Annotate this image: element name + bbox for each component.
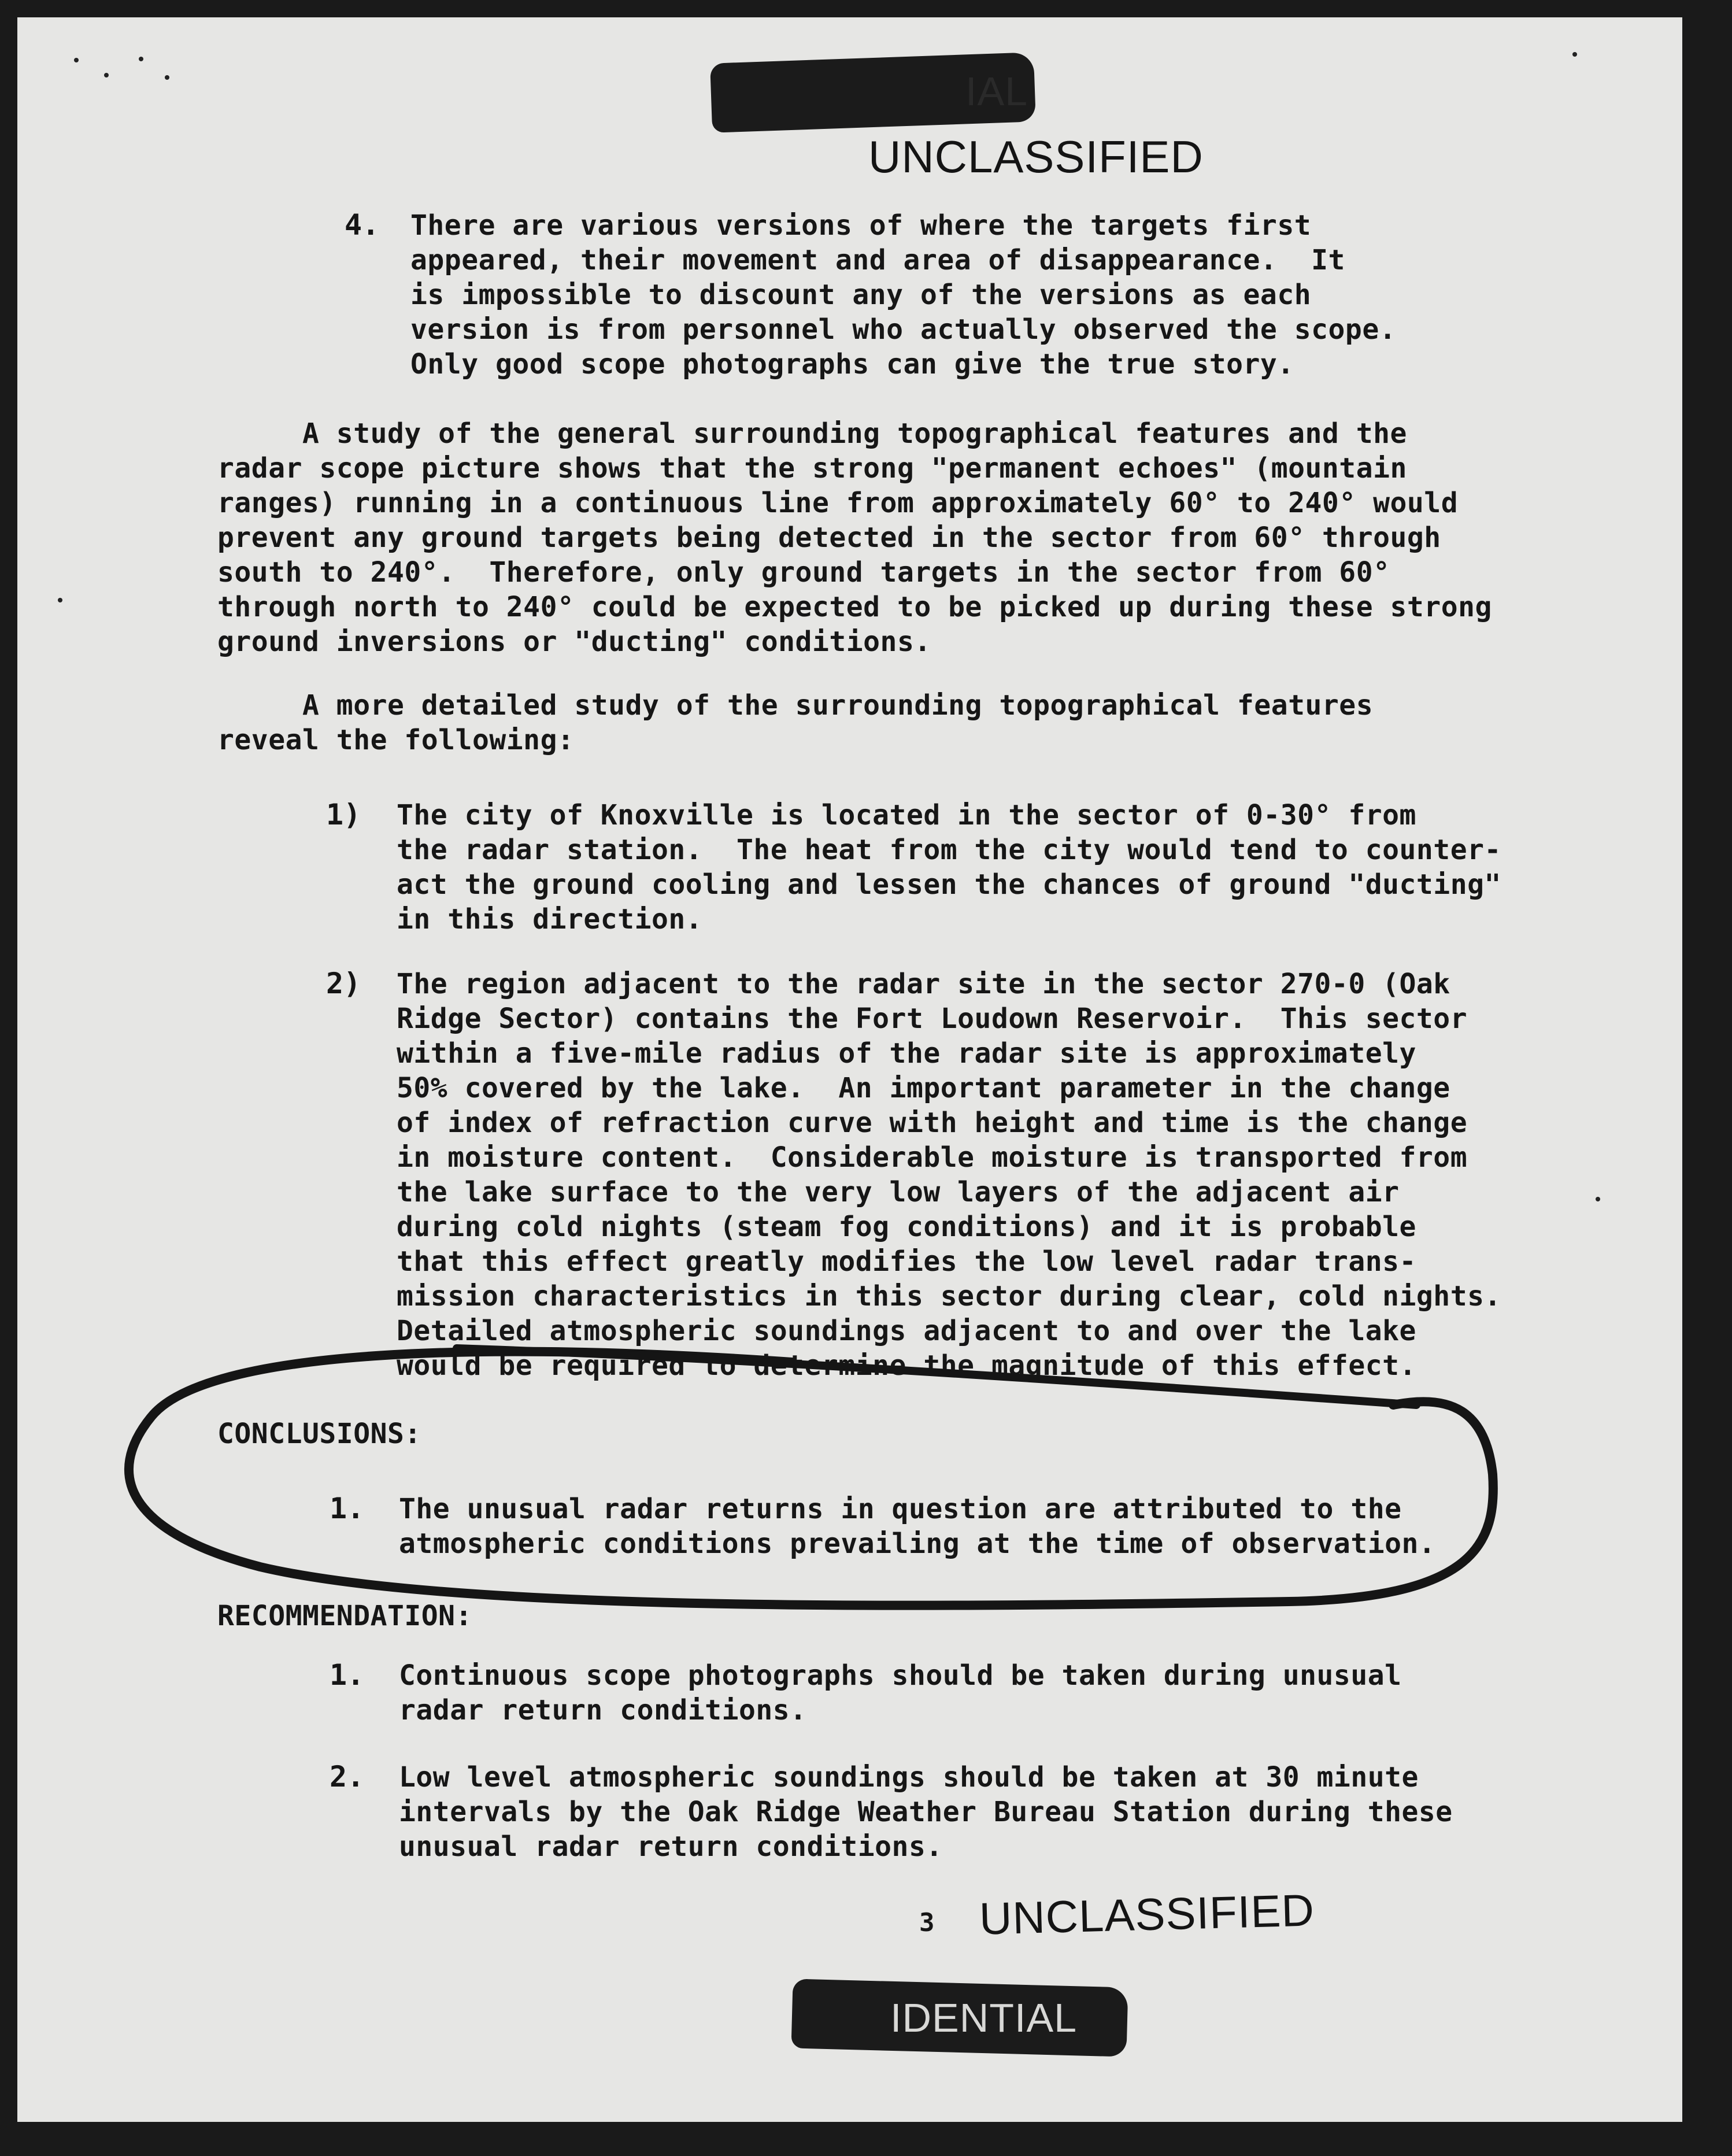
recommendation-1-text xyxy=(399,1658,1402,1728)
conclusions-heading: CONCLUSIONS: xyxy=(217,1418,421,1450)
document-page xyxy=(17,17,1682,2122)
text-line: ranges) running in a continuous line from approximately 60° to 240° would xyxy=(217,487,1459,519)
header-redacted-fragment: IAL xyxy=(965,69,1028,114)
text-line: of index of refraction curve with height and time is the change xyxy=(397,1107,1468,1139)
text-line: the lake surface to the very low layers of the adjacent air xyxy=(397,1176,1400,1208)
conclusion-1-number: 1. xyxy=(330,1492,365,1525)
text-line: unusual radar return conditions. xyxy=(399,1830,943,1863)
text-line: Only good scope photographs can give the true story. xyxy=(410,348,1294,380)
text-line: Low level atmospheric soundings should be taken at 30 minute xyxy=(399,1761,1419,1793)
text-line: radar scope picture shows that the strong "permanent echoes" (mountain xyxy=(217,452,1407,485)
text-line: The unusual radar returns in question are attributed to the xyxy=(399,1493,1402,1525)
text-line: that this effect greatly modifies the low level radar trans- xyxy=(397,1245,1416,1278)
text-line: during cold nights (steam fog conditions) and it is probable xyxy=(397,1211,1416,1243)
list-item-1-number: 1) xyxy=(326,798,361,831)
text-line: prevent any ground targets being detected in the sector from 60° through xyxy=(217,522,1441,554)
text-line: There are various versions of where the targets first xyxy=(410,209,1312,242)
text-line: 50% covered by the lake. An important parameter in the change xyxy=(397,1072,1450,1104)
footer-redacted-fragment: IDENTIAL xyxy=(890,1995,1078,2040)
text-line: within a five-mile radius of the radar site is approximately xyxy=(397,1037,1416,1070)
text-line: A study of the general surrounding topographical features and the xyxy=(217,417,1407,450)
footer-unclassified-stamp: UNCLASSIFIED xyxy=(978,1884,1315,1944)
text-line: A more detailed study of the surrounding topographical features xyxy=(217,689,1374,722)
text-line: intervals by the Oak Ridge Weather Bureau Station during these xyxy=(399,1796,1453,1828)
text-line: reveal the following: xyxy=(217,724,575,756)
text-line: The city of Knoxville is located in the sector of 0-30° from xyxy=(397,799,1416,831)
recommendation-1-number: 1. xyxy=(330,1658,365,1692)
text-line: appeared, their movement and area of disappearance. It xyxy=(410,244,1345,276)
recommendation-2-number: 2. xyxy=(330,1760,365,1793)
text-line: would be required to determine the magnitude of this effect. xyxy=(397,1349,1416,1382)
text-line: in moisture content. Considerable moisture is transported from xyxy=(397,1141,1468,1174)
text-line: act the ground cooling and lessen the chances of ground "ducting" xyxy=(397,868,1501,901)
text-line: the radar station. The heat from the city would tend to counter- xyxy=(397,834,1501,866)
recommendation-2-text xyxy=(399,1760,1453,1864)
text-line: Detailed atmospheric soundings adjacent to and over the lake xyxy=(397,1315,1416,1347)
text-line: is impossible to discount any of the versions as each xyxy=(410,279,1312,311)
text-line: Continuous scope photographs should be taken during unusual xyxy=(399,1659,1402,1692)
text-line: south to 240°. Therefore, only ground targets in the sector from 60° xyxy=(217,556,1390,589)
text-line: through north to 240° could be expected to be picked up during these strong xyxy=(217,591,1492,623)
text-line: The region adjacent to the radar site in the sector 270-0 (Oak xyxy=(397,968,1450,1000)
text-line: version is from personnel who actually observed the scope. xyxy=(410,313,1397,346)
text-line: Ridge Sector) contains the Fort Loudown Reservoir. This sector xyxy=(397,1003,1468,1035)
text-line: in this direction. xyxy=(397,903,703,935)
recommendation-heading: RECOMMENDATION: xyxy=(217,1600,472,1632)
text-line: radar return conditions. xyxy=(399,1694,807,1726)
text-line: atmospheric conditions prevailing at the time of observation. xyxy=(399,1528,1436,1560)
list-item-2-number: 2) xyxy=(326,967,361,1000)
page-number: 3 xyxy=(919,1908,935,1937)
text-line: ground inversions or "ducting" conditions. xyxy=(217,626,931,658)
header-unclassified-stamp: UNCLASSIFIED xyxy=(868,131,1204,182)
item4-number: 4. xyxy=(345,208,380,242)
text-line: mission characteristics in this sector during clear, cold nights. xyxy=(397,1280,1501,1312)
